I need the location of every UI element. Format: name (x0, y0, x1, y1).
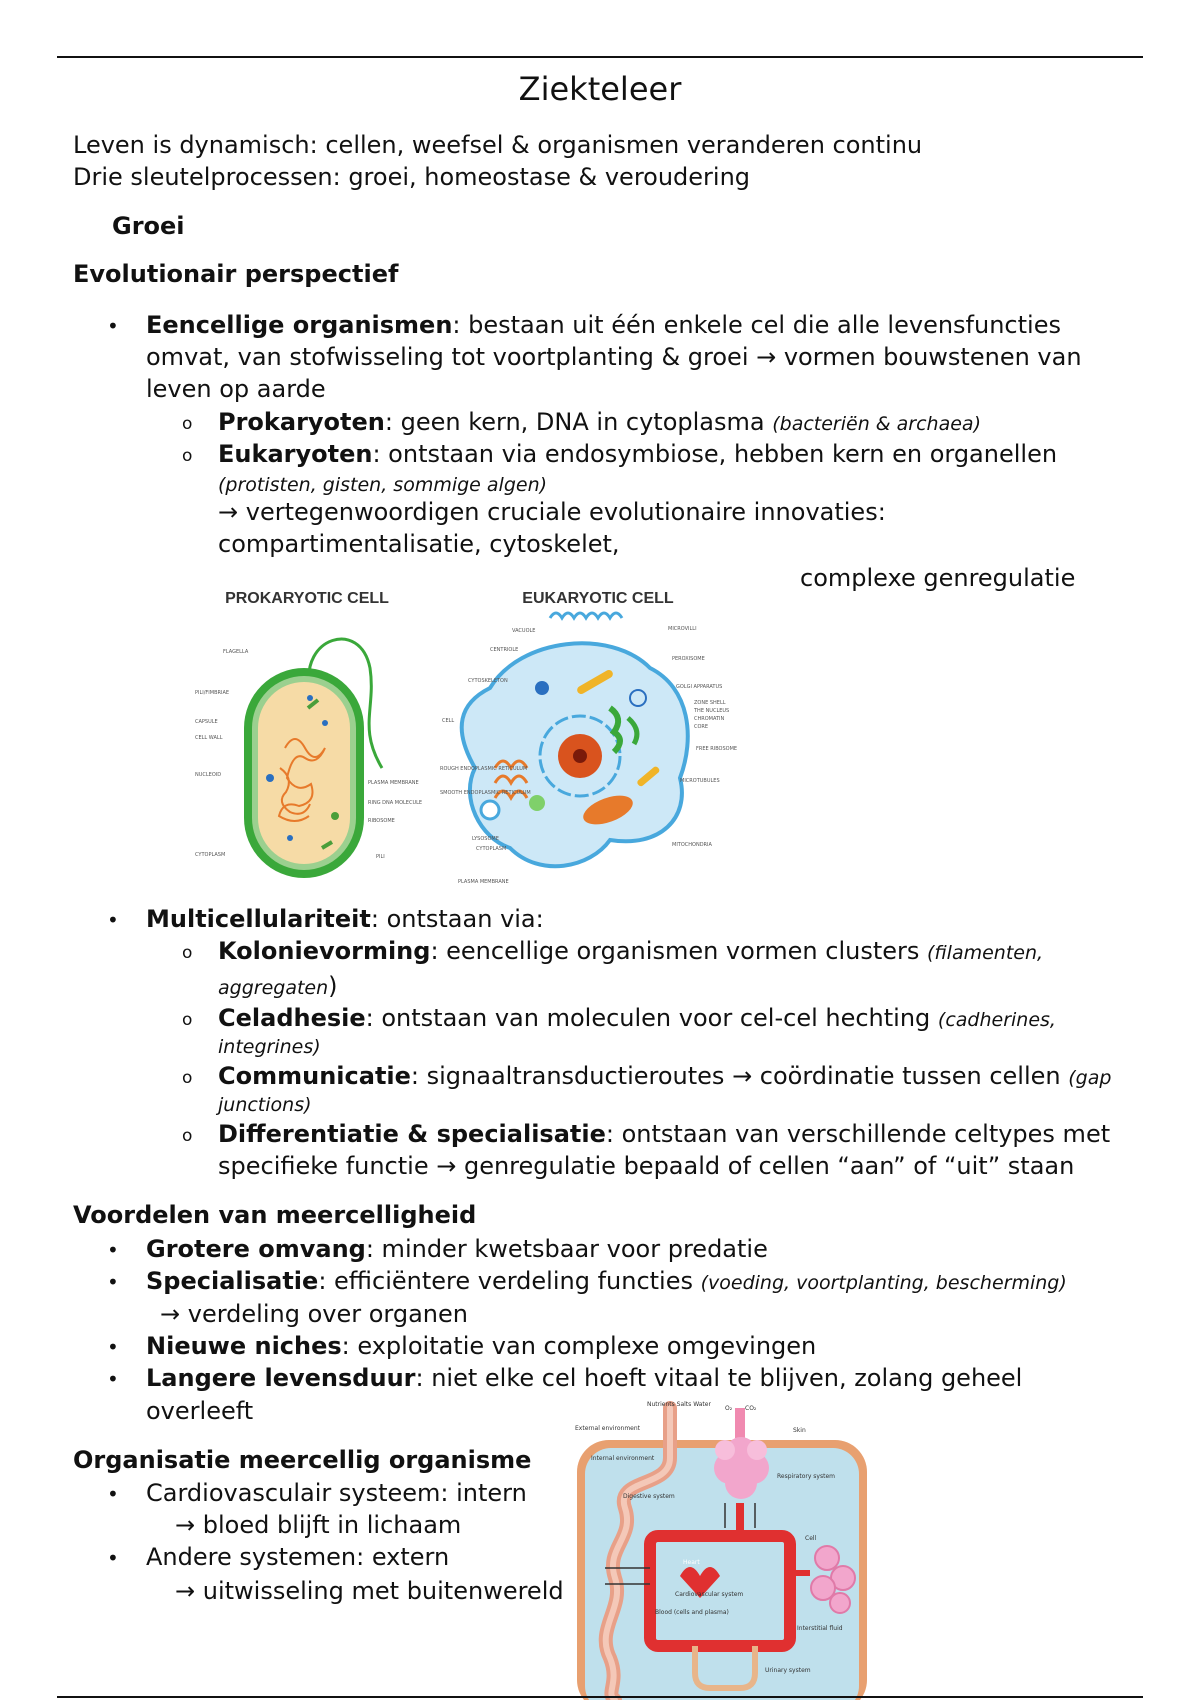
label-capsule: CAPSULE (195, 719, 218, 725)
label-o2: O₂ (725, 1405, 733, 1412)
intro-line-1: Leven is dynamisch: cellen, weefsel & organismen veranderen continu (73, 131, 923, 159)
label-microtubules: MICROTUBULES (680, 778, 720, 784)
label-mitochondria: MITOCHONDRIA (672, 842, 712, 848)
body-systems-figure (565, 1398, 873, 1700)
label-smooth-er: SMOOTH ENDOPLASMIC RETICULUM (440, 790, 531, 796)
cardiovasculair-line-2: → bloed blijft in lichaam (175, 1511, 462, 1539)
eencellig-line-3: leven op aarde (146, 375, 326, 403)
label-rough-er: ROUGH ENDOPLASMIC RETICULUM (440, 766, 528, 772)
sub-bullet-icon: o (182, 1126, 193, 1146)
sub-bullet-icon: o (182, 414, 193, 434)
bullet-icon: • (107, 1270, 119, 1294)
label-cytoplasm: CYTOPLASM (195, 852, 226, 858)
cell-comparison-figure (190, 578, 760, 890)
eukaryotic-cell-title: EUKARYOTIC CELL (522, 590, 674, 607)
andere-systemen-line-2: → uitwisseling met buitenwereld (175, 1577, 564, 1605)
heading-evolutionair: Evolutionair perspectief (73, 260, 399, 288)
label-pili: PILI/FIMBRIAE (195, 690, 230, 696)
bullet-icon: • (107, 908, 119, 932)
eukaryoten-note: (protisten, gisten, sommige algen) (218, 474, 548, 496)
label-core: CORE (694, 724, 709, 730)
label-co2: CO₂ (745, 1405, 757, 1412)
list-item-grotere-omvang: Grotere omvang: minder kwetsbaar voor predatie (146, 1235, 768, 1263)
label-centriole: CENTRIOLE (490, 647, 519, 653)
sub-bullet-icon: o (182, 1010, 193, 1030)
label-nutrients: Nutrients Salts Water (647, 1401, 711, 1408)
label-blood: Blood (cells and plasma) (655, 1609, 729, 1616)
eukaryoten-line-3: compartimentalisatie, cytoskelet, (218, 530, 620, 558)
label-ring-dna: RING DNA MOLECULE (368, 800, 423, 806)
label-internal-environment: Internal environment (591, 1455, 655, 1462)
sub-bullet-icon: o (182, 943, 193, 963)
sub-bullet-icon: o (182, 1068, 193, 1088)
list-item-communicatie: Communicatie: signaaltransductieroutes → coördinatie tussen cellen (gap (218, 1062, 1112, 1090)
list-item-nieuwe-niches: Nieuwe niches: exploitatie van complexe omgevingen (146, 1332, 817, 1360)
label-free-ribosome: FREE RIBOSOME (696, 746, 738, 752)
heading-voordelen: Voordelen van meercelligheid (73, 1201, 477, 1229)
bullet-icon: • (107, 314, 119, 338)
label-microvilli: MICROVILLI (668, 626, 697, 632)
list-item-kolonievorming: Kolonievorming: eencellige organismen vormen clusters (filamenten, (218, 937, 1044, 965)
label-interstitial-fluid: Interstitial fluid (797, 1625, 843, 1632)
bullet-icon: • (107, 1367, 119, 1391)
page-title: Ziekteleer (518, 70, 682, 108)
list-item-celadhesie: Celadhesie: ontstaan van moleculen voor cel-cel hechting (cadherines, (218, 1004, 1056, 1032)
label-cell-wall: CELL WALL (195, 735, 223, 741)
list-item-eukaryoten: Eukaryoten: ontstaan via endosymbiose, hebben kern en organellen (218, 440, 1058, 468)
bullet-icon: • (107, 1238, 119, 1262)
label-zone-shell: ZONE SHELL (694, 700, 726, 706)
label-peroxisome: PEROXISOME (672, 656, 705, 662)
label-vacuole: VACUOLE (512, 628, 536, 634)
label-plasma-membrane: PLASMA MEMBRANE (368, 780, 419, 786)
label-digestive-system: Digestive system (623, 1493, 675, 1500)
label-pili-2: PILI (376, 854, 385, 860)
label-the-nucleus: THE NUCLEUS (694, 708, 730, 714)
bullet-icon: • (107, 1335, 119, 1359)
list-item-differentiatie: Differentiatie & specialisatie: ontstaan van verschillende celtypes met (218, 1120, 1111, 1148)
communicatie-line-2: junctions) (218, 1094, 312, 1116)
celadhesie-line-2: integrines) (218, 1036, 321, 1058)
label-golgi: GOLGI APPARATUS (676, 684, 723, 690)
kolonievorming-line-2: aggregaten) (218, 972, 338, 1000)
label-urinary-system: Urinary system (765, 1667, 811, 1674)
label-cytoplasm-euk: CYTOPLASM (476, 846, 507, 852)
langere-levensduur-line-2: overleeft (146, 1397, 254, 1425)
differentiatie-line-2: specifieke functie → genregulatie bepaald of cellen “aan” of “uit” staan (218, 1152, 1075, 1180)
label-cell: CELL (442, 718, 455, 724)
list-item-langere-levensduur: Langere levensduur: niet elke cel hoeft vitaal te blijven, zolang geheel (146, 1364, 1023, 1392)
label-skin: Skin (793, 1427, 806, 1434)
label-chromatin: CHROMATIN (694, 716, 725, 722)
bullet-icon: • (107, 1482, 119, 1506)
label-respiratory-system: Respiratory system (777, 1473, 835, 1480)
bullet-icon: • (107, 1546, 119, 1570)
label-nucleoid: NUCLEOID (195, 772, 222, 778)
label-cardiovascular-system: Cardiovascular system (675, 1591, 744, 1598)
label-plasma-membrane-euk: PLASMA MEMBRANE (458, 879, 509, 885)
list-item-eencellig: Eencellige organismen: bestaan uit één enkele cel die alle levensfuncties (146, 311, 1061, 339)
top-rule (57, 56, 1143, 58)
list-item-specialisatie: Specialisatie: efficiëntere verdeling functies (voeding, voortplanting, bescherming) (146, 1267, 1067, 1295)
list-item-multicellulariteit: Multicellulariteit: ontstaan via: (146, 905, 544, 933)
specialisatie-line-2: → verdeling over organen (160, 1300, 468, 1328)
label-flagella: FLAGELLA (223, 649, 249, 655)
intro-line-2: Drie sleutelprocessen: groei, homeostase & veroudering (73, 163, 751, 191)
label-ribosome: RIBOSOME (368, 818, 395, 824)
label-lysosome: LYSOSOME (472, 836, 499, 842)
label-cytoskeleton: CYTOSKELETON (468, 678, 508, 684)
label-external-environment: External environment (575, 1425, 641, 1432)
eukaryoten-line-2: → vertegenwoordigen cruciale evolutionaire innovaties: (218, 498, 886, 526)
heading-groei: Groei (112, 212, 185, 240)
eukaryoten-line-4: complexe genregulatie (800, 564, 1076, 592)
label-cell: Cell (805, 1535, 817, 1542)
bottom-rule (57, 1696, 1143, 1698)
prokaryotic-cell-title: PROKARYOTIC CELL (225, 590, 389, 607)
heading-organisatie: Organisatie meercellig organisme (73, 1446, 532, 1474)
label-heart: Heart (683, 1559, 700, 1566)
list-item-prokaryoten: Prokaryoten: geen kern, DNA in cytoplasma (bacteriën & archaea) (218, 408, 981, 436)
sub-bullet-icon: o (182, 446, 193, 466)
list-item-andere-systemen: Andere systemen: extern (146, 1543, 450, 1571)
list-item-cardiovasculair: Cardiovasculair systeem: intern (146, 1479, 527, 1507)
eencellig-line-2: omvat, van stofwisseling tot voortplanting & groei → vormen bouwstenen van (146, 343, 1082, 371)
